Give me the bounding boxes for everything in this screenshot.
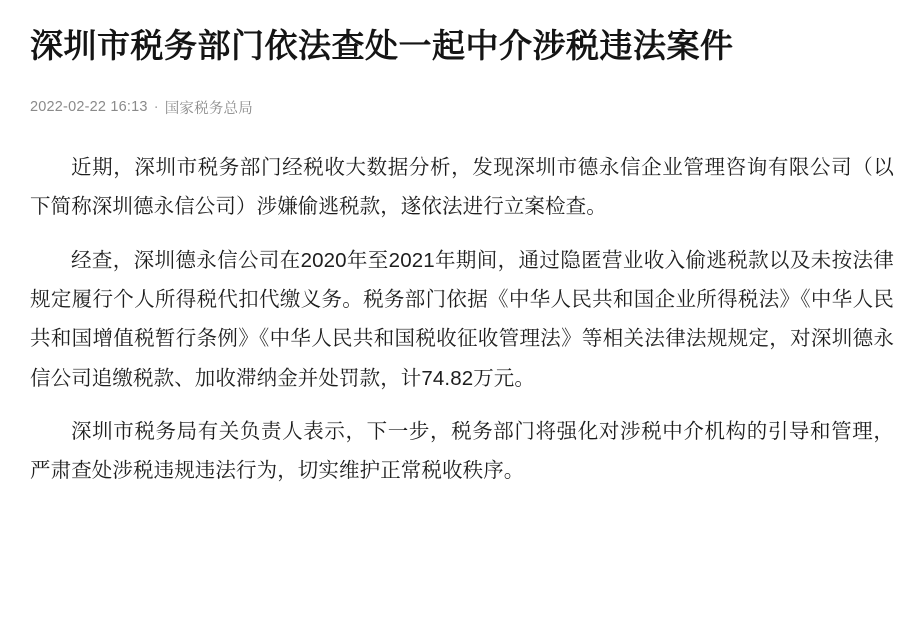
- article-paragraph: 深圳市税务局有关负责人表示，下一步，税务部门将强化对涉税中介机构的引导和管理，严肃查处涉税违规违法行为，切实维护正常税收秩序。: [30, 419, 894, 483]
- article-paragraph: 经查，深圳德永信公司在2020年至2021年期间，通过隐匿营业收入偷逃税款以及未按法律规定履行个人所得税代扣代缴义务。税务部门依据《中华人民共和国企业所得税法》《中华人民共和国增值税暂行条例》《中华人民共和国税收征收管理法》等相关法律法规规定，对深圳德永信公司追缴税款、加收滞纳金并处罚款，计74.82万元。: [30, 248, 894, 390]
- article-paragraph: 近期，深圳市税务部门经税收大数据分析，发现深圳市德永信企业管理咨询有限公司（以下简称深圳德永信公司）涉嫌偷逃税款，遂依法进行立案检查。: [30, 155, 894, 219]
- meta-separator: ·: [153, 99, 159, 116]
- article-source: 国家税务总局: [164, 100, 253, 117]
- publish-datetime: 2022-02-22 16:13: [30, 99, 148, 116]
- article-meta: [30, 97, 894, 118]
- article-body: [30, 148, 894, 491]
- page-title: 深圳市税务部门依法查处一起中介涉税违法案件: [30, 27, 734, 64]
